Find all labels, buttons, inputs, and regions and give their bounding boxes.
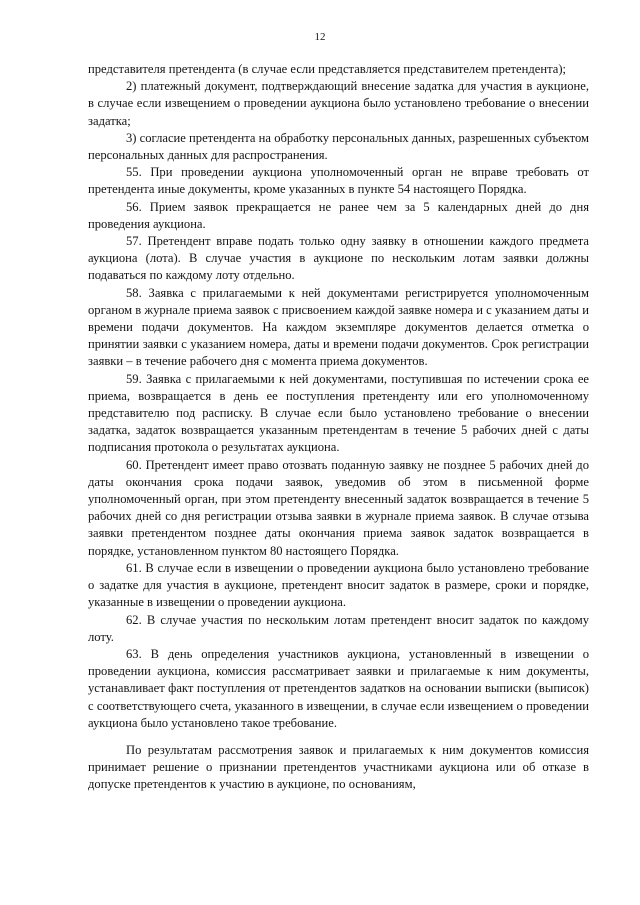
list-item-2: 2) платежный документ, подтверждающий внесение задатка для участия в аукционе, в случае если извещением о проведении аукциона было установлено требование о внесении задатка; [88, 79, 589, 128]
clause-56: 56. Прием заявок прекращается не ранее чем за 5 календарных дней до дня проведения аукциона. [88, 199, 589, 231]
document-body [88, 61, 589, 794]
clause-58: 58. Заявка с прилагаемыми к ней документами регистрируется уполномоченным органом в журнале приема заявок с присвоением каждой заявке номера и с указанием даты и времени подачи документов. На каждом экземпляре документов делается отметка о принятии заявки с указанием номера, даты и времени подачи документов. Срок регистрации заявки – в течение рабочего дня с момента приема документов. [88, 285, 589, 369]
list-item-3: 3) согласие претендента на обработку персональных данных, разрешенных субъектом персональных данных для распространения. [88, 130, 589, 163]
clause-61: 61. В случае если в извещении о проведении аукциона было установлено требование о задатке для участия в аукционе, претендент вносит задаток в размере, сроки и порядке, указанные в извещении о проведении аукциона. [88, 560, 589, 610]
paragraph-continuation: представителя претендента (в случае если представляется представителем претендента); [88, 62, 567, 76]
page-number: 12 [314, 31, 326, 43]
clause-63: 63. В день определения участников аукциона, установленный в извещении о проведении аукциона, комиссия рассматривает заявки и прилагаемые к ним документы, устанавливает факт поступления от претендентов задатков на основании выписки (выписок) с соответствующего счета, указанного в извещении, в случае если извещением о проведении аукциона было установлено такое требование. [88, 646, 589, 730]
paragraph-results: По результатам рассмотрения заявок и прилагаемых к ним документов комиссия принимает решение о признании претендентов участниками аукциона или об отказе в допуске претендентов к участию в аукционе, по основаниям, [88, 742, 589, 792]
clause-60: 60. Претендент имеет право отозвать поданную заявку не позднее 5 рабочих дней до даты окончания срока подачи заявок, уведомив об этом в письменной форме уполномоченный орган, при этом претенденту внесенный задаток возвращается в течение 5 рабочих дней со дня регистрации отзыва заявки в журнале приема заявок. В случае отзыва заявки претендентом позднее даты окончания приема заявок задаток возвращается в порядке, установленном пунктом 80 настоящего Порядка. [88, 457, 589, 558]
clause-57: 57. Претендент вправе подать только одну заявку в отношении каждого предмета аукциона (лота). В случае участия в аукционе по нескольким лотам заявки должны подаваться по каждому лоту отдельно. [88, 234, 589, 283]
clause-62: 62. В случае участия по нескольким лотам претендент вносит задаток по каждому лоту. [88, 612, 589, 644]
clause-55: 55. При проведении аукциона уполномоченный орган не вправе требовать от претендента иные документы, кроме указанных в пункте 54 настоящего Порядка. [88, 165, 589, 197]
clause-59: 59. Заявка с прилагаемыми к ней документами, поступившая по истечении срока ее приема, возвращается в день ее поступления претенденту или его уполномоченному представителю под расписку. В случае если было установлено требование о внесении задатка, задаток возвращается указанным претендентам в течение 5 рабочих дней с даты подписания протокола о результатах аукциона. [88, 371, 589, 455]
